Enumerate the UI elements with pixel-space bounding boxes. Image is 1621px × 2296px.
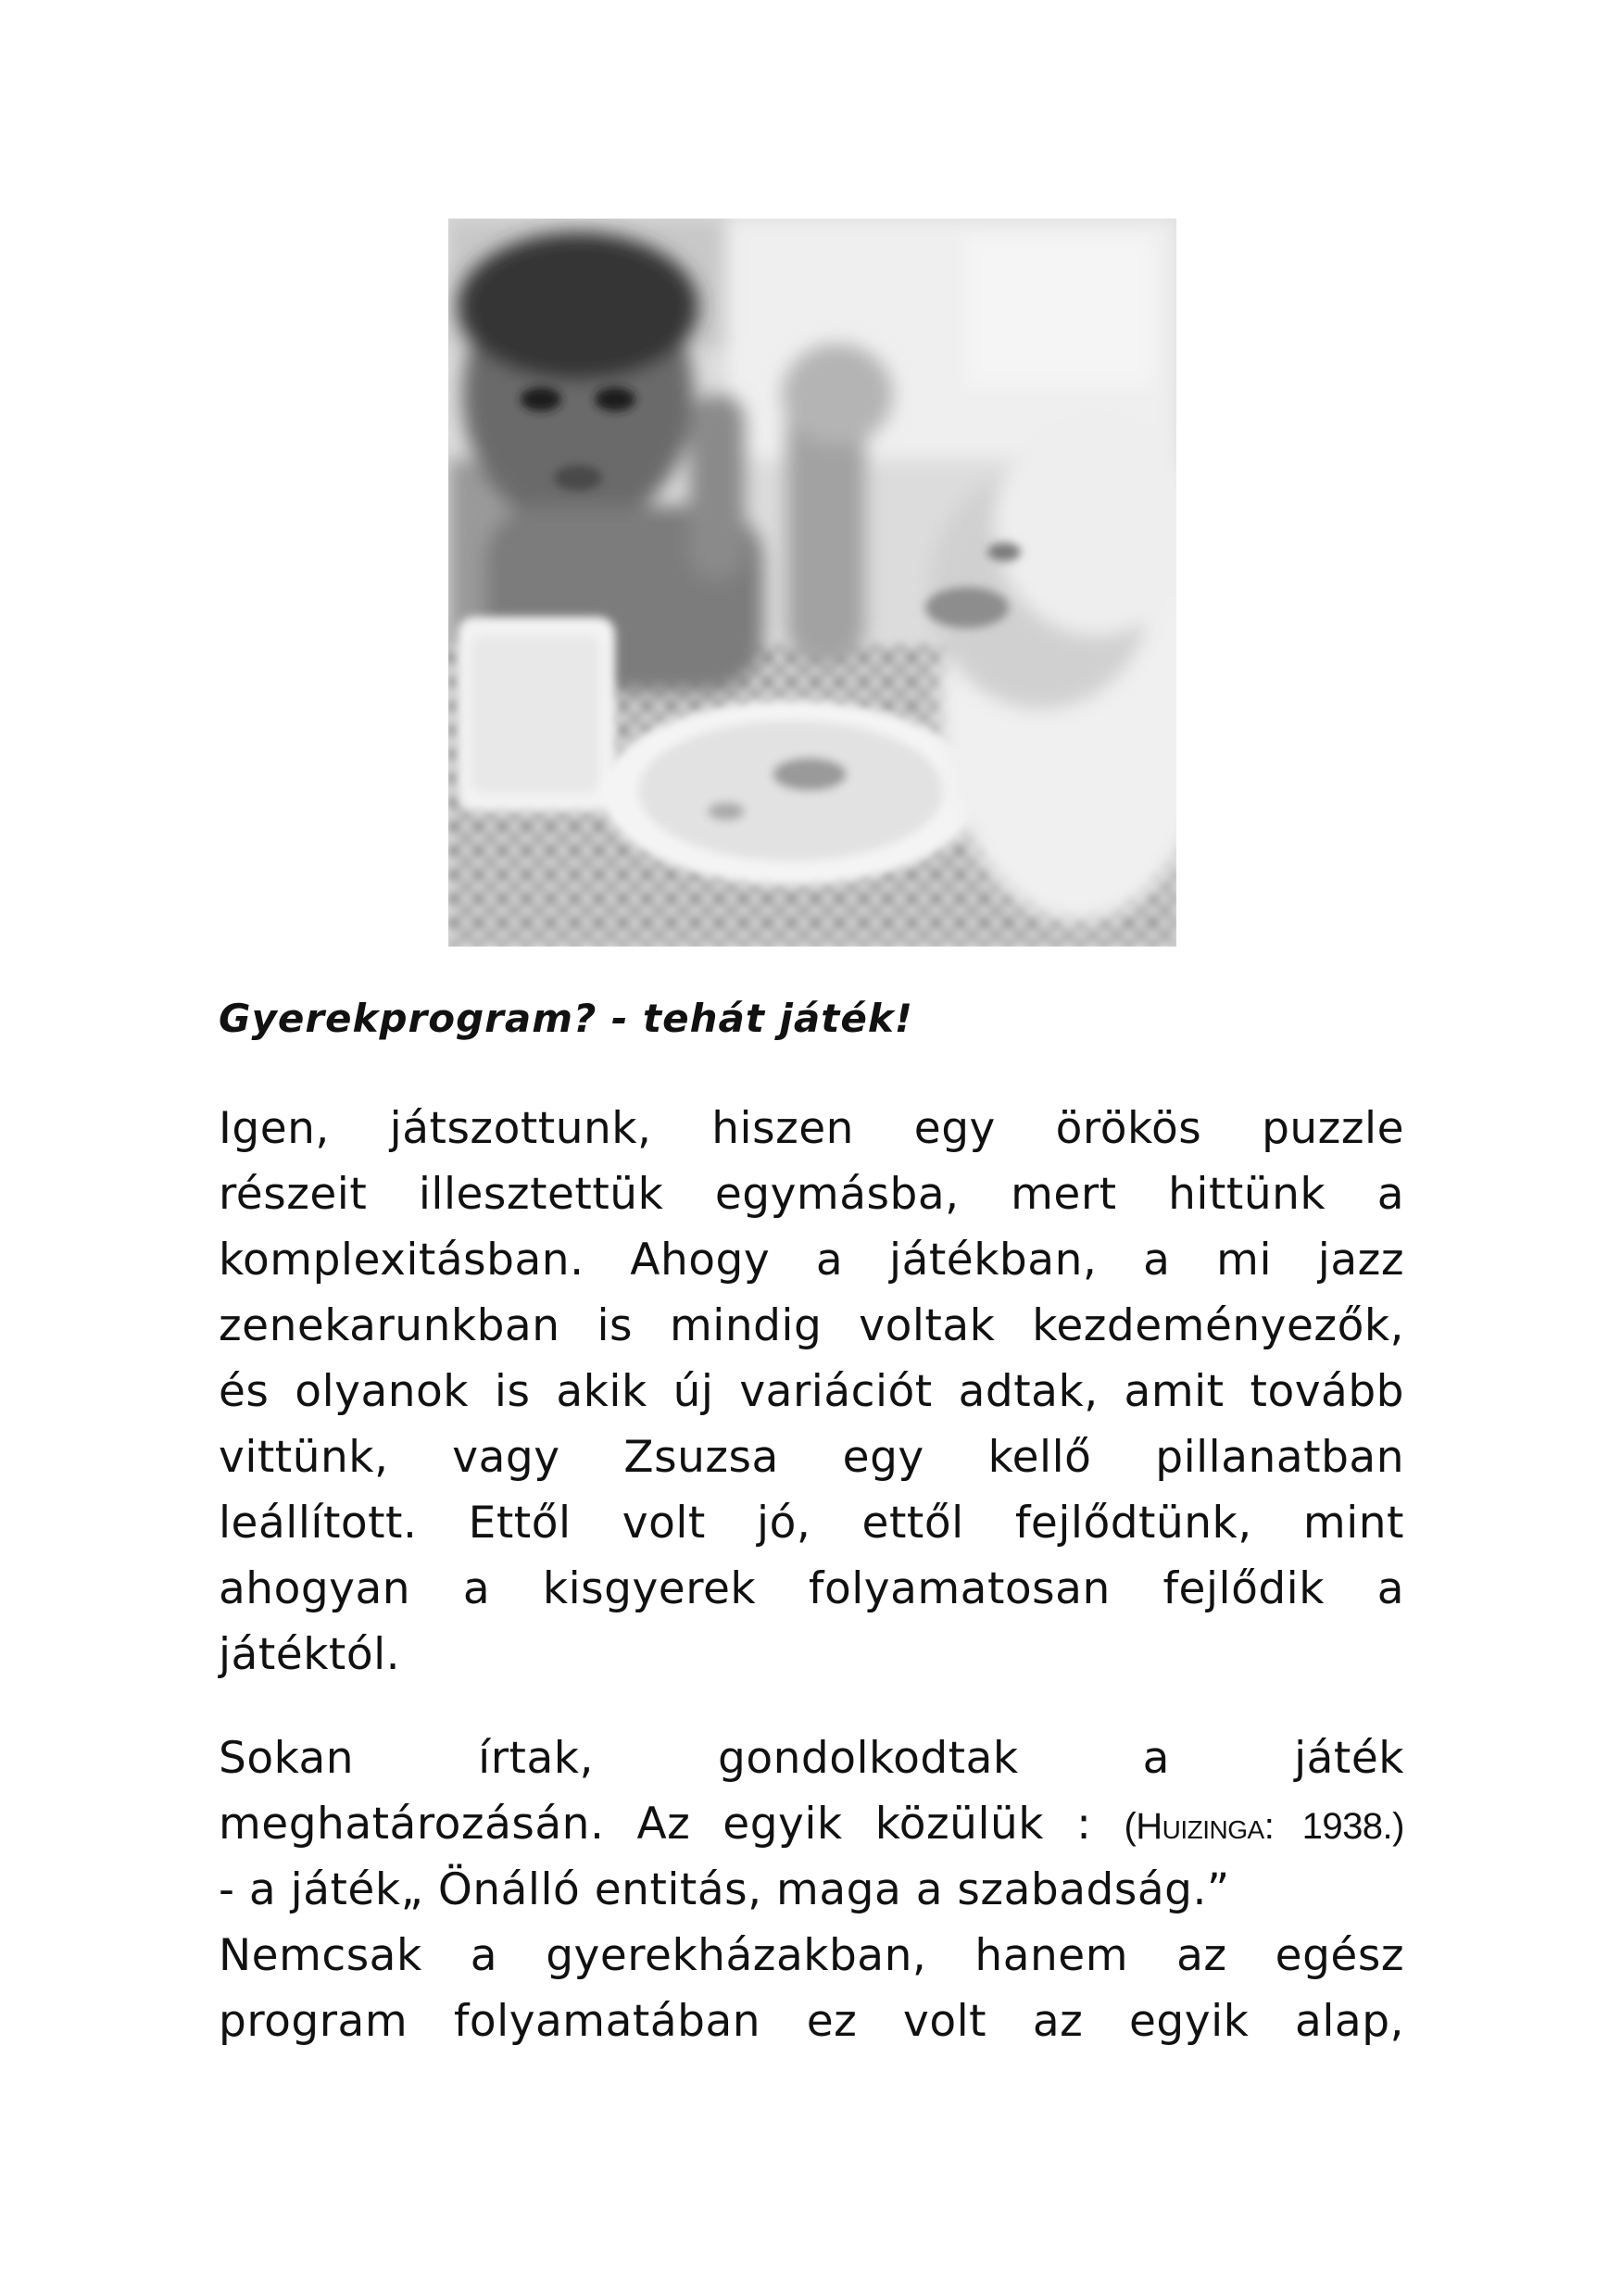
paragraph-2 [219, 1725, 1404, 2054]
paragraph-text: meghatározásán. Az egyik közülük : [219, 1799, 1125, 1850]
paragraph-1 [219, 1096, 1404, 1687]
paragraph-line: részeit illesztettük egymásba, mert hittünk a [219, 1169, 1404, 1220]
paragraph-line: zenekarunkban is mindig voltak kezdeményezők, [219, 1300, 1404, 1351]
photo-children-eating-at-table-icon [448, 219, 1176, 947]
heading: Gyerekprogram? - tehát játék! [219, 996, 913, 1041]
paragraph-line: Igen, játszottunk, hiszen egy örökös puzzle [219, 1103, 1404, 1154]
paragraph-line: játéktól. [219, 1629, 401, 1680]
paragraph-line: és olyanok is akik új variációt adtak, amit tovább [219, 1366, 1404, 1417]
paragraph-line: Nemcsak a gyerekházakban, hanem az egész [219, 1930, 1404, 1981]
paragraph-line: komplexitásban. Ahogy a játékban, a mi jazz [219, 1235, 1404, 1286]
paragraph-line: leállított. Ettől volt jó, ettől fejlődtünk, mint [219, 1498, 1404, 1549]
citation: (Huizinga: 1938.) [1124, 1806, 1404, 1847]
quote-line: - a játék„ Önálló entitás, maga a szabadság.” [219, 1864, 1230, 1915]
paragraph-line: program folyamatában ez volt az egyik alap, [219, 1996, 1404, 2047]
paragraph-line-with-citation [219, 1791, 1404, 1857]
children-eating-photo [448, 219, 1176, 947]
paragraph-line: ahogyan a kisgyerek folyamatosan fejlődik a [219, 1563, 1404, 1614]
paragraph-line: vittünk, vagy Zsuzsa egy kellő pillanatban [219, 1432, 1404, 1483]
paragraph-line: Sokan írtak, gondolkodtak a játék [219, 1733, 1404, 1784]
